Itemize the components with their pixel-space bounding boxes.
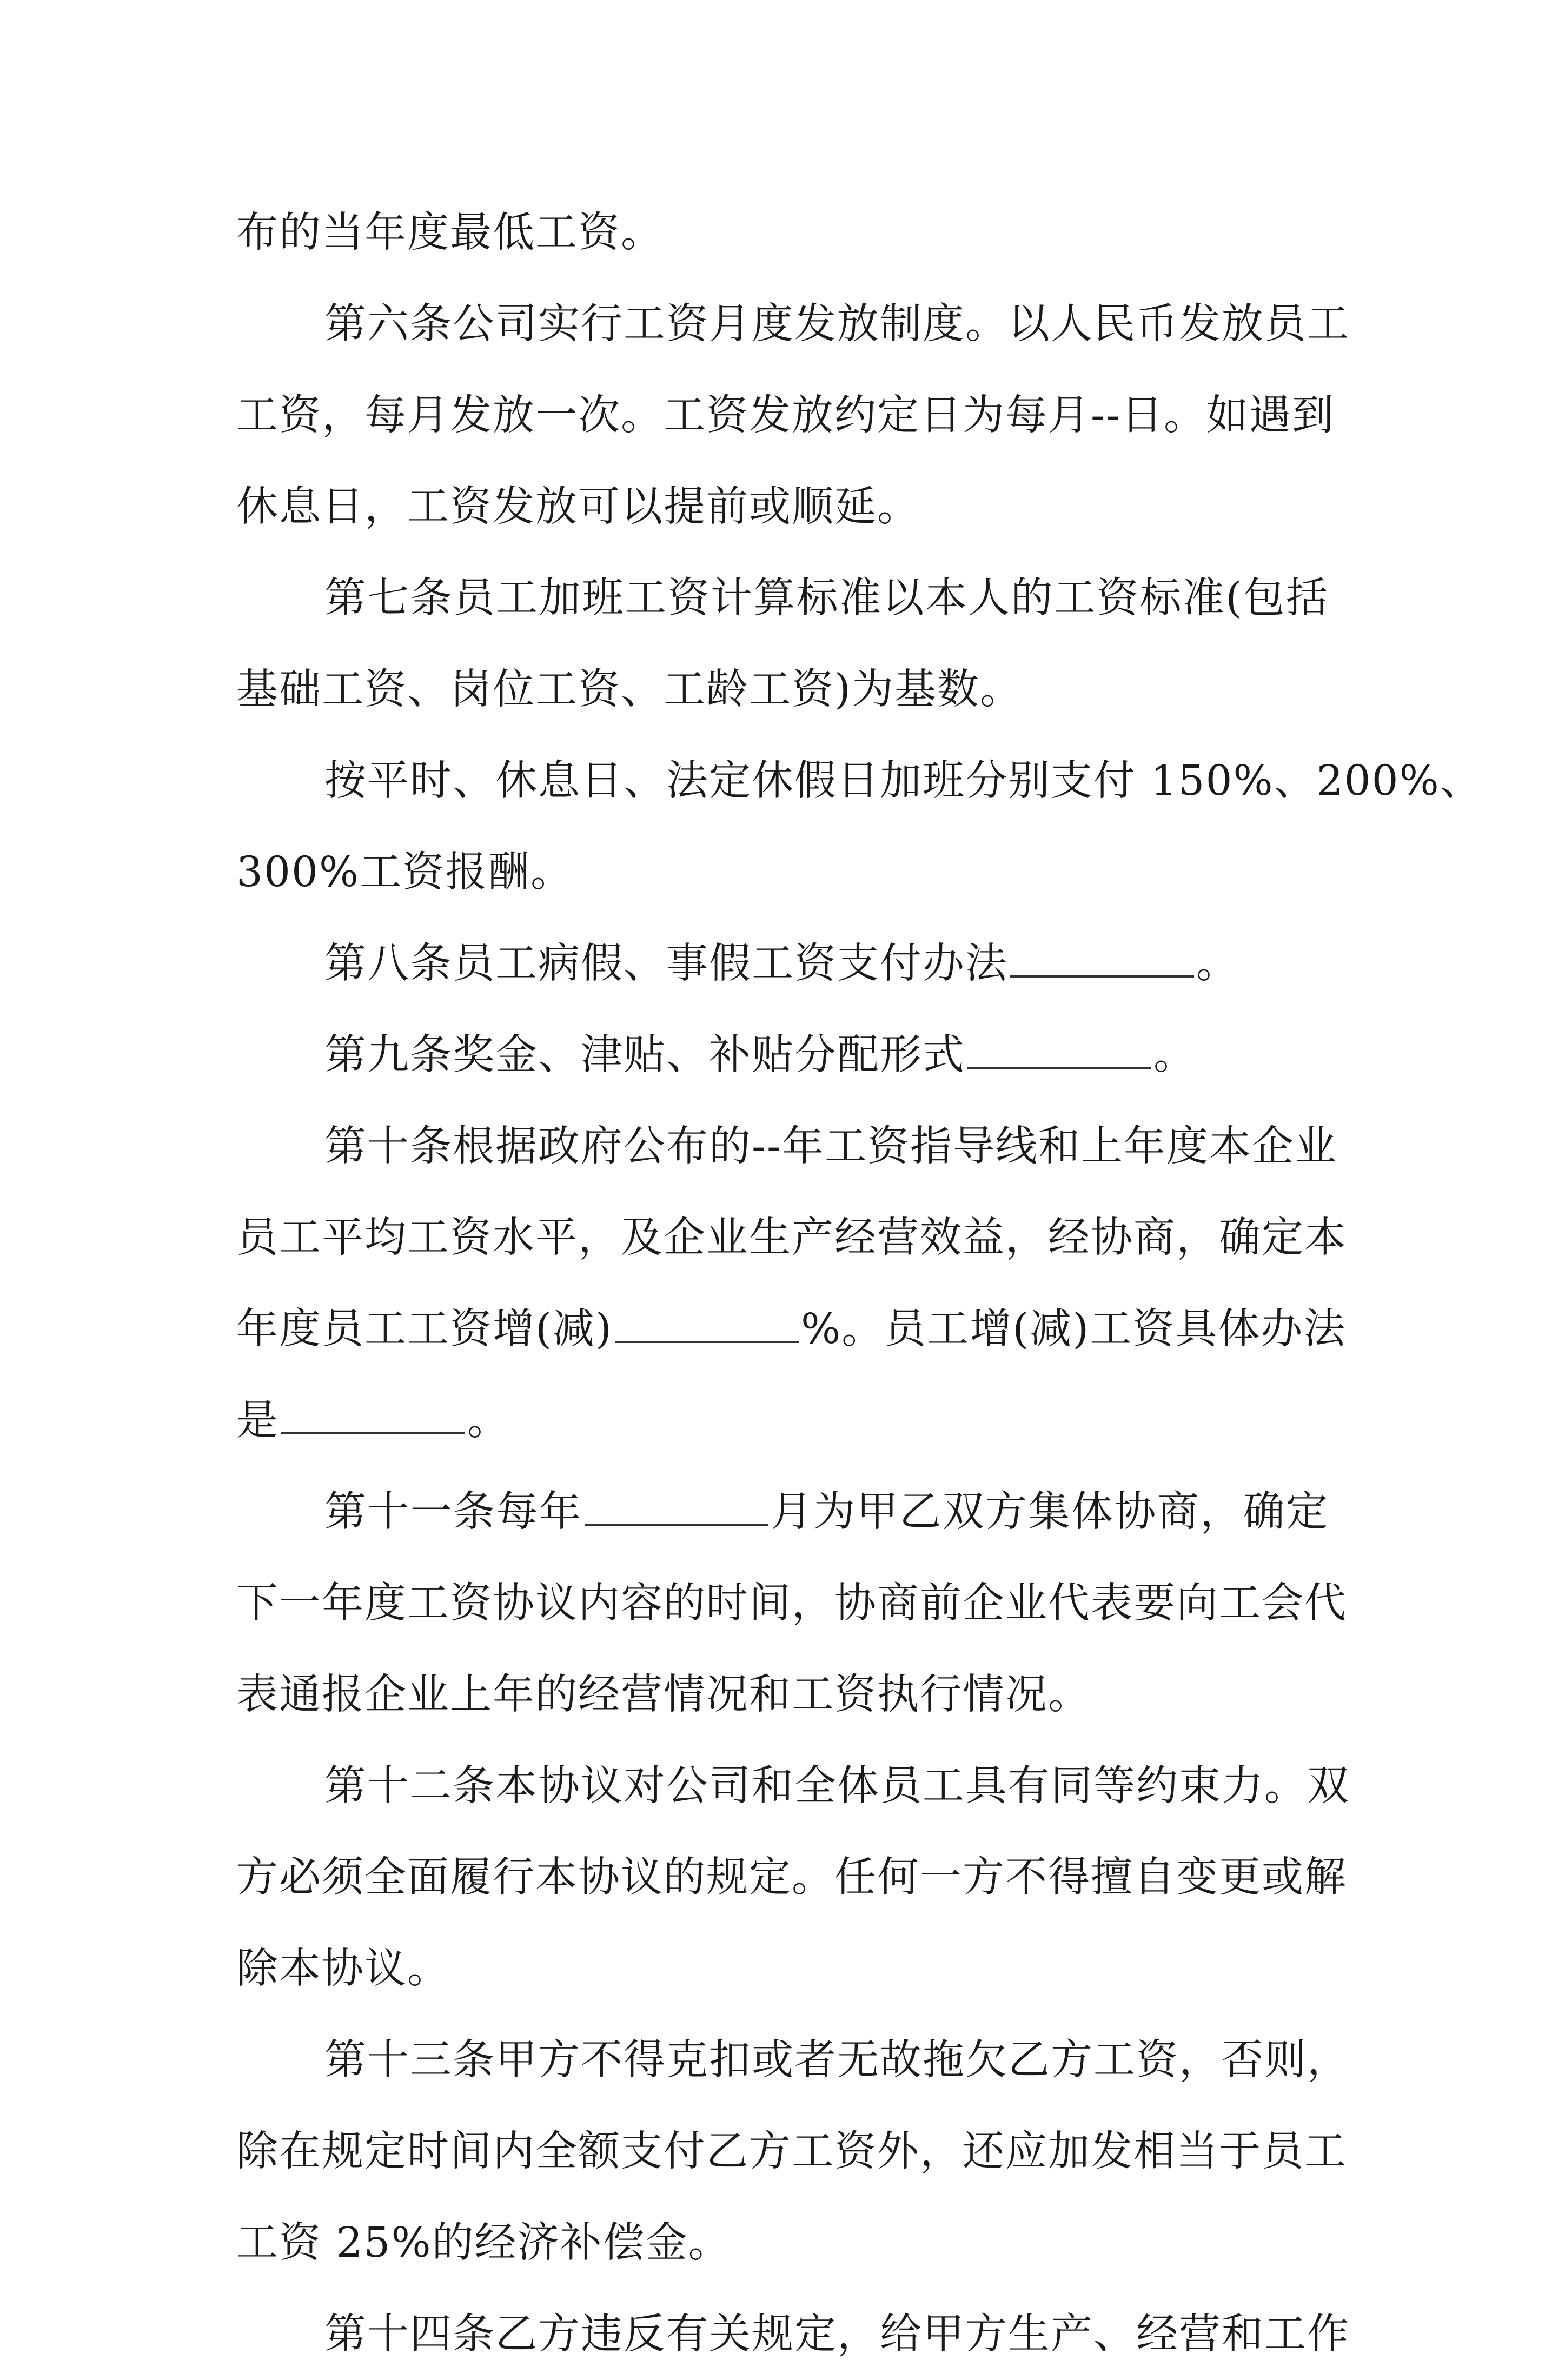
text-line: 按平时、休息日、法定休假日加班分别支付 150%、200%、 <box>324 757 1483 805</box>
text-line: 第六条公司实行工资月度发放制度。以人民币发放员工 <box>324 300 1350 348</box>
text-line: 第九条奖金、津贴、补贴分配形式 。 <box>324 1031 1196 1079</box>
text-line: 第七条员工加班工资计算标准以本人的工资标准(包括 <box>324 574 1329 622</box>
fill-in-blank[interactable] <box>967 1034 1151 1069</box>
text-line: 第十四条乙方违反有关规定，给甲方生产、经营和工作 <box>324 2310 1350 2358</box>
text-line: 第十二条本协议对公司和全体员工具有同等约束力。双 <box>324 1762 1350 1810</box>
text-line: 布的当年度最低工资。 <box>236 209 664 257</box>
text-line: 第八条员工病假、事假工资支付办法 。 <box>324 940 1239 988</box>
text-line: 员工平均工资水平，及企业生产经营效益，经协商，确定本 <box>236 1214 1347 1262</box>
text-line: 除在规定时间内全额支付乙方工资外，还应加发相当于员工 <box>236 2128 1347 2176</box>
text-line: 工资 25%的经济补偿金。 <box>236 2219 731 2267</box>
text-line: 是 。 <box>236 1397 510 1445</box>
text-line: 工资，每月发放一次。工资发放约定日为每月--日。如遇到 <box>236 391 1335 440</box>
fill-in-blank[interactable] <box>585 1491 768 1526</box>
text-line: 300%工资报酬。 <box>236 848 574 896</box>
fill-in-blank[interactable] <box>281 1400 465 1434</box>
fill-in-blank[interactable] <box>615 1308 799 1343</box>
text-line: 除本协议。 <box>236 1945 450 1993</box>
text-line: 休息日，工资发放可以提前或顺延。 <box>236 483 920 531</box>
text-line: 表通报企业上年的经营情况和工资执行情况。 <box>236 1671 1091 1719</box>
text-line: 方必须全面履行本协议的规定。任何一方不得擅自变更或解 <box>236 1853 1347 1902</box>
text-line: 基础工资、岗位工资、工龄工资)为基数。 <box>236 666 1023 714</box>
text-line: 第十条根据政府公布的--年工资指导线和上年度本企业 <box>324 1122 1338 1171</box>
fill-in-blank[interactable] <box>1010 943 1194 978</box>
text-line: 第十一条每年 月为甲乙双方集体协商，确定 <box>324 1488 1329 1536</box>
text-line: 下一年度工资协议内容的时间，协商前企业代表要向工会代 <box>236 1579 1347 1627</box>
text-line: 第十三条甲方不得克扣或者无故拖欠乙方工资，否则， <box>324 2036 1350 2084</box>
text-line: 年度员工工资增(减) %。员工增(减)工资具体办法 <box>236 1305 1347 1353</box>
document-body <box>236 187 1483 2380</box>
